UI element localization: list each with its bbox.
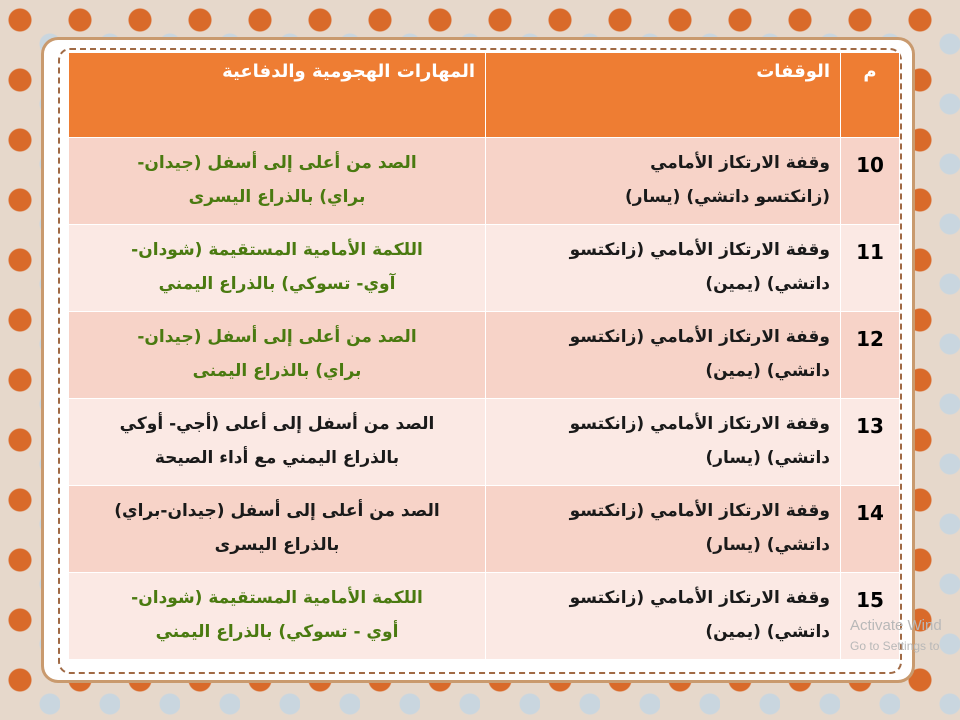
position-cell <box>486 312 841 399</box>
skill-line: آوي- تسوكي) بالذراع اليمني <box>158 274 396 294</box>
skill-line: الصد من أعلى إلى أسفل (جيدان- <box>137 153 417 173</box>
skill-line: براي) بالذراع اليسرى <box>188 187 366 207</box>
skill-line: اللكمة الأمامية المستقيمة (شودان- <box>131 588 423 608</box>
table-row <box>69 138 900 225</box>
watermark-line-2: Go to Settings to <box>850 639 940 653</box>
position-line: وقفة الارتكاز الأمامي (زانكتسو <box>569 240 830 260</box>
position-line: داتشي) (يمين) <box>705 361 830 381</box>
row-number: 10 <box>841 138 900 225</box>
table-row <box>69 486 900 573</box>
table-header-row <box>69 53 900 138</box>
skill-cell <box>69 486 486 573</box>
header-skills: المهارات الهجومية والدفاعية <box>69 53 486 138</box>
skill-line: الصد من أعلى إلى أسفل (جيدان-براي) <box>114 501 440 521</box>
skill-line: الصد من أسفل إلى أعلى (أجي- أوكي <box>119 414 435 434</box>
skill-line: براي) بالذراع اليمنى <box>192 361 362 381</box>
position-line: وقفة الارتكاز الأمامي <box>650 153 830 173</box>
position-cell <box>486 138 841 225</box>
position-line: وقفة الارتكاز الأمامي (زانكتسو <box>569 414 830 434</box>
table-row <box>69 573 900 660</box>
position-line: (زانكتسو داتشي) (يسار) <box>625 187 830 207</box>
skill-cell <box>69 573 486 660</box>
position-line: وقفة الارتكاز الأمامي (زانكتسو <box>569 327 830 347</box>
stances-skills-table <box>68 52 900 660</box>
skill-line: الصد من أعلى إلى أسفل (جيدان- <box>137 327 417 347</box>
skill-line: اللكمة الأمامية المستقيمة (شودان- <box>131 240 423 260</box>
skill-cell <box>69 312 486 399</box>
skill-cell <box>69 399 486 486</box>
position-cell <box>486 399 841 486</box>
row-number: 15 <box>841 573 900 660</box>
activation-watermark <box>850 616 942 656</box>
position-line: داتشي) (يسار) <box>705 448 830 468</box>
skill-cell <box>69 138 486 225</box>
table-row <box>69 225 900 312</box>
row-number: 13 <box>841 399 900 486</box>
skill-line: أوي - تسوكي) بالذراع اليمني <box>155 622 399 642</box>
watermark-line-1: Activate Wind <box>850 617 942 634</box>
row-number: 11 <box>841 225 900 312</box>
header-number: م <box>841 53 900 138</box>
position-cell <box>486 486 841 573</box>
table-row <box>69 399 900 486</box>
table-row <box>69 312 900 399</box>
position-line: وقفة الارتكاز الأمامي (زانكتسو <box>569 501 830 521</box>
position-cell <box>486 225 841 312</box>
position-line: وقفة الارتكاز الأمامي (زانكتسو <box>569 588 830 608</box>
row-number: 14 <box>841 486 900 573</box>
row-number: 12 <box>841 312 900 399</box>
position-line: داتشي) (يمين) <box>705 622 830 642</box>
header-positions: الوقفات <box>486 53 841 138</box>
position-line: داتشي) (يمين) <box>705 274 830 294</box>
position-cell <box>486 573 841 660</box>
skill-line: بالذراع اليمني مع أداء الصيحة <box>154 448 400 468</box>
skill-line: بالذراع اليسرى <box>214 535 340 555</box>
position-line: داتشي) (يسار) <box>705 535 830 555</box>
skill-cell <box>69 225 486 312</box>
